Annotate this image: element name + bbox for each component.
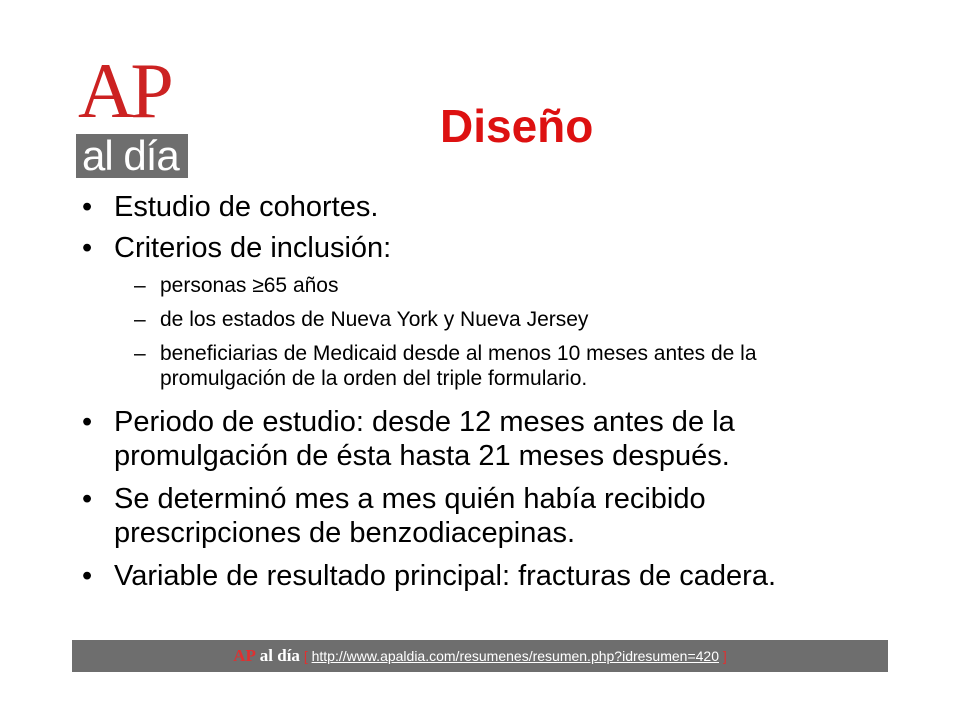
slide-title: Diseño [440,100,594,152]
bullet-item [82,231,862,265]
footer-bracket-close: ] [722,648,727,664]
bullet-icon: • [82,406,93,438]
bullet-text: Periodo de estudio: desde 12 meses antes de la promulgación de ésta hasta 21 meses después. [114,406,735,472]
bullet-text: Criterios de inclusión: [114,232,392,264]
dash-icon: – [134,342,146,365]
dash-icon: – [134,274,146,297]
sub-bullet-text: beneficiarias de Medicaid desde al menos 10 meses antes de la promulgación de la orden del triple formulario. [160,342,757,390]
sub-bullet-text: personas ≥65 años [160,274,339,297]
sub-bullet-text: de los estados de Nueva York y Nueva Jersey [160,308,589,331]
bullet-item [82,190,862,224]
logo-bar [76,134,188,178]
ap-al-dia-logo [76,47,188,179]
bullet-icon: • [82,191,93,223]
bullet-item [82,405,862,473]
sub-bullet-item [82,341,862,391]
bullet-text: Se determinó mes a mes quién había recibido prescripciones de benzodiacepinas. [114,483,706,549]
bullet-item [82,482,862,550]
bullet-item [82,559,862,593]
footer-url-link[interactable]: http://www.apaldia.com/resumenes/resumen.php?idresumen=420 [311,648,719,664]
bullet-icon: • [82,483,93,515]
slide-content [82,190,862,593]
bullet-icon: • [82,232,93,264]
footer-brand-ap: AP [233,646,256,665]
footer-bar [72,640,888,672]
bullet-text: Variable de resultado principal: fracturas de cadera. [114,560,777,592]
sub-bullet-item [82,273,862,298]
dash-icon: – [134,308,146,331]
logo-ap-text: AP [78,47,170,134]
footer-brand-al-dia: al día [259,646,300,665]
footer-bracket-open: [ [303,648,308,664]
sub-bullet-item [82,307,862,332]
logo-al-dia-text: al día [82,132,179,179]
bullet-icon: • [82,560,93,592]
bullet-text: Estudio de cohortes. [114,191,379,223]
